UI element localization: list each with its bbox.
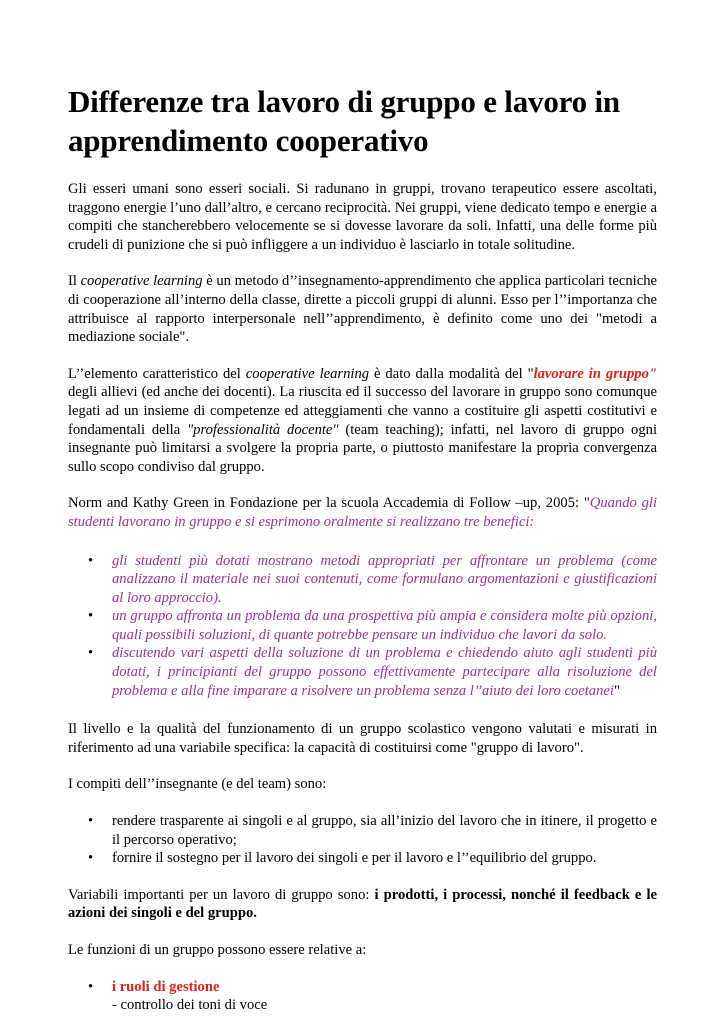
text-run: Variabili importanti per un lavoro di gruppo sono: (68, 886, 375, 903)
text-run: (team teaching); infatti, nel lavoro di gruppo ogni insegnante può limitarsi a svolgere la propria parte, o piuttosto manifestare la propria convergenza sullo scopo condiviso dal gruppo. (68, 421, 658, 475)
list-item-text: gli studenti più dotati mostrano metodi appropriati per affrontare un problema (come analizzano il materiale nei suoi contenuti, come formulano argomentazioni e giustificazioni al loro approccio). (112, 552, 657, 606)
paragraph-teacher-tasks: I compiti dell’’insegnante (e del team) sono: (68, 776, 327, 793)
text-run: L’’elemento caratteristico del (68, 365, 246, 382)
tasks-list (68, 812, 657, 868)
list-item-text: fornire il sostegno per il lavoro dei singoli e per il lavoro e l’’equilibrio del gruppo. (112, 850, 597, 867)
list-item (88, 607, 657, 644)
text-run: Norm and Kathy Green in Fondazione per la scuola Accademia di Follow –up, 2005: " (68, 495, 590, 512)
list-item-text: un gruppo affronta un problema da una prospettiva più ampia e considera molte più opzioni, quali possibili soluzioni, di quante potrebbe pensare un individuo che lavori da solo. (112, 608, 657, 643)
document-title: Differenze tra lavoro di gruppo e lavoro in apprendimento cooperativo (68, 84, 620, 158)
list-item (88, 849, 657, 868)
list-item (88, 552, 657, 608)
list-item (88, 812, 657, 849)
function-sub: - controllo dei toni di voce (112, 997, 268, 1014)
quote-intro: Quando gli studenti lavorano in gruppo e si esprimono oralmente si realizzano tre benefici: (68, 495, 658, 530)
paragraph-functions: Le funzioni di un gruppo possono essere relative a: (68, 942, 367, 958)
functions-list (68, 978, 657, 1015)
list-item-text: rendere trasparente ai singoli e al gruppo, sia all’inizio del lavoro che in itinere, il progetto e il percorso operativo; (112, 813, 657, 848)
bullet-icon: • (88, 645, 94, 662)
paragraph-cooperative-learning (68, 272, 657, 346)
text-run: è un metodo d’’insegnamento-apprendimento che applica particolari tecniche di cooperazione all’interno della classe, dirette a piccoli gruppi di alunni. Esso per l’’importanza che attribuisce al rapporto interpersonale nell’’apprendimento, è definito come uno dei "metodi a mediazione sociale". (68, 273, 657, 346)
bullet-icon: • (88, 608, 94, 625)
function-head: i ruoli di gestione (112, 978, 220, 995)
text-run: Il (68, 273, 81, 290)
bullet-icon: • (88, 850, 94, 867)
italic-term: cooperative learning (80, 273, 203, 290)
list-item-text: discutendo vari aspetti della soluzione di un problema e chiedendo aiuto agli studenti più dotati, i principianti del gruppo possono effettivamente partecipare alla risoluzione del problema e alla fine imparare a risolvere un problema senza l’’aiuto dei loro coetanei (112, 645, 657, 699)
bullet-icon: • (88, 978, 94, 995)
list-item (88, 644, 657, 700)
bullet-icon: • (88, 552, 94, 569)
paragraph-group-level: Il livello e la qualità del funzionamento di un gruppo scolastico vengono valutati e misurati in riferimento ad una variabile specifica: la capacità di costituirsi come "gruppo di lavoro". (68, 721, 657, 756)
text-run: è dato dalla modalità del " (369, 365, 534, 382)
bold-variables: i prodotti, i processi, nonché il feedback e le azioni dei singoli e del gruppo. (68, 886, 657, 922)
paragraph-variables (68, 886, 657, 923)
text-run: degli allievi (ed anche dei docenti). La riuscita ed il successo del lavorare in gruppo sono comunque legati ad un insieme di competenze ed atteggiamenti che vanno a costituire gli aspetti costitutivi e fondamentali della (68, 384, 657, 438)
paragraph-intro: Gli esseri umani sono esseri sociali. Si radunano in gruppi, trovano terapeutico essere ascoltati, traggono energie l’uno dall’altro, e cercano reciprocità. Nei gruppi, viene dedicato tempo e energie a compiti che stancherebbero velocemente se si dovesse lavorare da soli. Infatti, una delle forme più crudeli di punizione che si può infliggere a un individuo è lasciarlo in totale solitudine. (68, 181, 657, 253)
benefits-list (68, 552, 657, 701)
highlight-lavorare-in-gruppo: lavorare in gruppo" (533, 365, 657, 382)
bullet-icon: • (88, 813, 94, 830)
italic-term: "professionalità docente" (187, 421, 339, 438)
paragraph-green-quote (68, 494, 657, 531)
quote-close: " (613, 682, 620, 699)
list-item (88, 978, 657, 1015)
italic-term: cooperative learning (245, 365, 370, 382)
paragraph-characteristic (68, 365, 657, 477)
